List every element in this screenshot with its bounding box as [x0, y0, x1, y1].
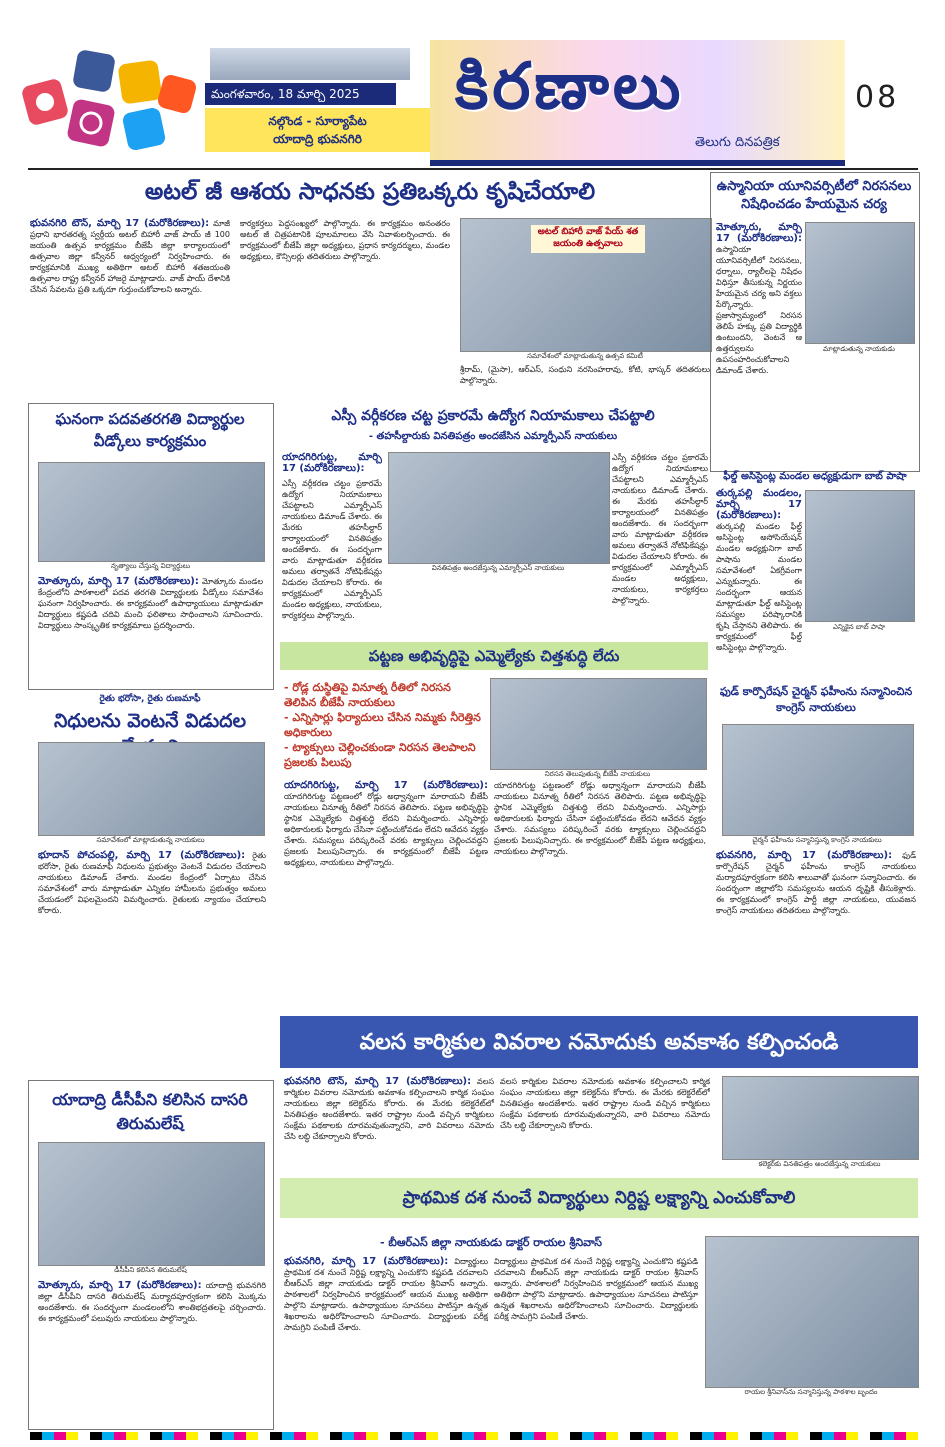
edition-places-line2: యాదాద్రి భువనగిరి — [273, 132, 362, 146]
story9-bullet-1: - రోడ్ల దుస్థితిపై వినూత్న రీతిలో నిరసన తెలిపిన బీజేపీ నాయకులు — [284, 681, 451, 709]
story11-headline: ప్రాథమిక దశ నుంచే విద్యార్థులు నిర్దిష్ట లక్ష్యాన్ని ఎంచుకోవాలి — [280, 1178, 918, 1218]
story1-photo-banner: అటల్ బిహారీ వాజ్ పేయ్ శత జయంతి ఉత్సవాలు — [531, 225, 645, 253]
story4-headline: ఫుడ్ కార్పొరేషన్ చైర్మన్ ఫహీంను సన్మానించిన కాంగ్రెస్ నాయకులు — [719, 685, 913, 714]
story11-col2: విద్యార్థులు ప్రాథమిక దశ నుంచే నిర్దిష్ట లక్ష్యాన్ని ఎంచుకొని కష్టపడి చదవాలని బీఆర్ఎస్ జిల్లా నాయకుడు డాక్టర్ రాయల శ్రీనివాస్ అన్నారు. పాఠశాలలో నిర్వహించిన కార్యక్రమంలో ఆయన ముఖ్య అతిథిగా పాల్గొని మాట్లాడారు. ఉపాధ్యాయుల సూచనలు పాటిస్తూ ఉన్నత శిఖరాలను అధిరోహించాలని సూచించారు. విద్యార్థులకు పరీక్ష సామగ్రిని పంపిణీ చేశారు. — [494, 1257, 698, 1321]
story2-dateline: మోత్కూరు, మార్చి 17 (మరోకిరణాలు): — [716, 222, 802, 244]
story7-dateline: మోత్కూరు, మార్చి 17 (మరోకిరణాలు): — [38, 1280, 202, 1291]
story4-caption: చైర్మన్ ఫహీంను సన్మానిస్తున్న కాంగ్రెస్ నాయకులు — [752, 836, 882, 844]
masthead-rule — [28, 168, 918, 170]
story7-caption: డీసీపీని కలిసిన తిరుమలేష్ — [114, 1266, 187, 1274]
story1-photo — [460, 218, 712, 352]
registration-strip — [30, 1432, 920, 1440]
story3-headline: ఫీల్డ్ అసిస్టెంట్ల మండల అధ్యక్షుడుగా బాబ్ పాషా — [723, 471, 907, 482]
story4-body: ఫుడ్ కార్పొరేషన్ చైర్మన్ ఫహీంను కాంగ్రెస్ నాయకులు మర్యాదపూర్వకంగా కలిసి శాలువాతో ఘనంగా సన్మానించారు. ఈ సందర్భంగా జిల్లాలోని సమస్యలను ఆయన దృష్టికి తీసుకెళ్లారు. ఈ కార్యక్రమంలో కాంగ్రెస్ పార్టీ జిల్లా నాయకులు, యువజన కాంగ్రెస్ నాయకులు తదితరులు పాల్గొన్నారు. — [716, 851, 916, 915]
story1-caption2: శ్రీరామ్, (మైసా), ఆర్ఎస్, సంధుని నరసింహరావు, కోటి, భాస్కర్ తదితరులు పాల్గొన్నారు. — [460, 365, 710, 385]
story5-caption: నృత్యాలు చేస్తున్న విద్యార్థులు — [110, 562, 191, 570]
story11-caption: రాయల శ్రీనివాస్‌ను సన్మానిస్తున్న పాఠశాల బృందం — [744, 1388, 878, 1396]
story6-caption: సమావేశంలో మాట్లాడుతున్న నాయకులు — [96, 836, 205, 844]
story3-body: తుర్కపల్లి మండల ఫీల్డ్ అసిస్టెంట్ల అసోసియేషన్ మండల అధ్యక్షునిగా బాబ్ పాషాను మండల సమావేశంలో ఏకగ్రీవంగా ఎన్నుకున్నారు. ఈ సందర్భంగా ఆయన మాట్లాడుతూ ఫీల్డ్ అసిస్టెంట్ల సమస్యల పరిష్కారానికి కృషి చేస్తానని తెలిపారు. ఈ కార్యక్రమంలో ఫీల్డ్ అసిస్టెంట్లు పాల్గొన్నారు. — [716, 522, 802, 652]
story8-dateline: యాదగిరిగుట్ట, మార్చి 17 (మరోకిరణాలు): — [282, 452, 382, 474]
story8-caption: వినతిపత్రం అందజేస్తున్న ఎమ్మార్పీఎస్ నాయకులు — [431, 564, 565, 572]
story11-subhead: - బీఆర్ఎస్ జిల్లా నాయకుడు డాక్టర్ రాయల శ్రీనివాస్ — [380, 1236, 602, 1249]
story9-col1 — [284, 780, 488, 1008]
story2-body: ఉస్మానియా యూనివర్సిటీలో నిరసనలు, ధర్నాలు, ర్యాలీలపై నిషేధం విధిస్తూ తీసుకున్న నిర్ణయం హేయమైన చర్య అని వక్తలు పేర్కొన్నారు. ప్రజాస్వామ్యంలో నిరసన తెలిపే హక్కు ప్రతి విద్యార్థికి ఉంటుందని, వెంటనే ఆ ఉత్తర్వులను ఉపసంహరించుకోవాలని డిమాండ్ చేశారు. — [716, 245, 802, 375]
story1-dateline: భువనగిరి టౌన్, మార్చి 17 (మరోకిరణాలు): — [30, 218, 210, 229]
story10-col1 — [284, 1076, 494, 1168]
story7-headline: యాదాద్రి డీసీపీని కలిసిన దాసరి తిరుమలేష్ — [52, 1090, 248, 1133]
social-icons-graphic — [15, 42, 200, 162]
story6-dateline: భూదాన్ పోచంపల్లి, మార్చి 17 (మరోకిరణాలు): — [38, 850, 246, 861]
skyline-image — [210, 48, 410, 80]
story10-photo — [722, 1076, 919, 1160]
story6-col — [38, 850, 266, 1070]
story11-body: విద్యార్థులు ప్రాథమిక దశ నుంచే నిర్దిష్ట లక్ష్యాన్ని ఎంచుకొని కష్టపడి చదవాలని బీఆర్ఎస్ జిల్లా నాయకుడు డాక్టర్ రాయల శ్రీనివాస్ అన్నారు. పాఠశాలలో నిర్వహించిన కార్యక్రమంలో ఆయన ముఖ్య అతిథిగా పాల్గొని మాట్లాడారు. ఉపాధ్యాయుల సూచనలు పాటిస్తూ ఉన్నత శిఖరాలను అధిరోహించాలని సూచించారు. విద్యార్థులకు పరీక్ష సామగ్రిని పంపిణీ చేశారు. — [284, 1257, 488, 1332]
story7-col — [38, 1280, 266, 1422]
story10-headline: వలస కార్మికుల వివరాల నమోదుకు అవకాశం కల్పించండి — [280, 1016, 918, 1068]
masthead-logo: కిరణాలు — [455, 49, 685, 124]
story10-body: వలస కార్మికుల వివరాల నమోదుకు అవకాశం కల్పించాలని కార్మిక సంఘం నాయకులు జిల్లా కలెక్టర్‌ను కోరారు. ఈ మేరకు కలెక్టరేట్‌లో వినతిపత్రం అందజేశారు. ఇతర రాష్ట్రాల నుండి వచ్చిన కార్మికులు సంక్షేమ పథకాలకు దూరమవుతున్నారని, వారి వివరాలు నమోదు చేసి లబ్ధి చేకూర్చాలని కోరారు. — [284, 1077, 494, 1141]
page-number: 08 — [855, 80, 900, 115]
story6-kicker: రైతు భరోసా, రైతు రుణమాఫీ — [99, 694, 201, 704]
story10-col2: వలస కార్మికుల వివరాల నమోదుకు అవకాశం కల్పించాలని కార్మిక సంఘం నాయకులు జిల్లా కలెక్టర్‌ను కోరారు. ఈ మేరకు కలెక్టరేట్‌లో వినతిపత్రం అందజేశారు. ఇతర రాష్ట్రాల నుండి వచ్చిన కార్మికులు సంక్షేమ పథకాలకు దూరమవుతున్నారని, వారి వివరాలు నమోదు చేసి లబ్ధి చేకూర్చాలని కోరారు. — [500, 1077, 710, 1130]
story9-dateline: యాదగిరిగుట్ట, మార్చి 17 (మరోకిరణాలు): — [284, 780, 488, 791]
story4-dateline: భువనగిరి, మార్చి 17 (మరోకిరణాలు): — [716, 850, 893, 861]
story5-body: మోత్కూరు మండల కేంద్రంలోని పాఠశాలలో పదవ తరగతి విద్యార్థులకు వీడ్కోలు సమావేశం ఘనంగా నిర్వహించారు. ఈ కార్యక్రమంలో ఉపాధ్యాయులు మాట్లాడుతూ విద్యార్థులు కష్టపడి చదివి మంచి ఫలితాలు సాధించాలని సూచించారు. విద్యార్థులు సాంస్కృతిక కార్యక్రమాలు ప్రదర్శించారు. — [38, 577, 263, 630]
story8-headline: ఎస్సీ వర్గీకరణ చట్ట ప్రకారమే ఉద్యోగ నియామకాలు చేపట్టాలి — [331, 408, 655, 424]
story8-subhead: - తహసీల్దారుకు వినతిపత్రం అందజేసిన ఎమ్మార్పీఎస్ నాయకులు — [368, 431, 618, 442]
story7-photo — [38, 1142, 265, 1266]
story9-caption: నిరసన తెలుపుతున్న బీజేపీ నాయకులు — [544, 770, 651, 778]
story9-bullet-3: - ట్యాక్సులు చెల్లించకుండా నిరసన తెలపాలని ప్రజలకు పిలుపు — [284, 741, 476, 769]
story8-photo — [388, 452, 610, 564]
story11-photo — [705, 1236, 919, 1388]
story1-caption: సమావేశంలో మాట్లాడుతున్న ఉత్సవ కమిటీ — [527, 352, 643, 360]
story4-photo — [722, 724, 914, 836]
story5-col — [38, 576, 263, 684]
story9-headline: పట్టణ అభివృద్ధిపై ఎమ్మెల్యేకు చిత్తశుద్ధి లేదు — [280, 642, 708, 670]
story3-photo — [805, 490, 915, 622]
story2-headline: ఉస్మానియా యూనివర్సిటీలో నిరసనలు నిషేధించడం హేయమైన చర్య — [716, 179, 912, 212]
story11-col1 — [284, 1256, 488, 1416]
story6-body: రైతు భరోసా, రైతు రుణమాఫీ నిధులను ప్రభుత్వం వెంటనే విడుదల చేయాలని నాయకులు డిమాండ్ చేశారు. మండల కేంద్రంలో ఏర్పాటు చేసిన సమావేశంలో వారు మాట్లాడుతూ ఎన్నికల హామీలను ప్రభుత్వం అమలు చేయడంలో విఫలమైందని విమర్శించారు. రైతులకు న్యాయం చేయాలని కోరారు. — [38, 851, 266, 915]
edition-places — [205, 108, 430, 152]
story1-headline: అటల్ జీ ఆశయ సాధనకు ప్రతిఒక్కరు కృషిచేయాలి — [144, 178, 596, 205]
story1-col1 — [30, 218, 230, 393]
story10-caption: కలెక్టర్‌కు వినతిపత్రం అందజేస్తున్న నాయకులు — [758, 1160, 881, 1168]
story6-headline: నిధులను వెంటనే విడుదల — [53, 710, 247, 732]
story6-photo — [38, 742, 265, 836]
story1-col2: కార్యకర్తలు పెద్దసంఖ్యలో పాల్గొన్నారు. ఈ కార్యక్రమం అనంతరం అటల్ జీ చిత్రపటానికి పూలమాలలు వేసి నివాళులర్పించారు. ఈ కార్యక్రమంలో బీజేపీ జిల్లా అధ్యక్షులు, ప్రధాన కార్యదర్శులు, మండల అధ్యక్షులు, కౌన్సిలర్లు తదితరులు పాల్గొన్నారు. — [240, 219, 450, 261]
story8-body: ఎస్సీ వర్గీకరణ చట్టం ప్రకారమే ఉద్యోగ నియామకాలు చేపట్టాలని ఎమ్మార్పీఎస్ నాయకులు డిమాండ్ చేశారు. ఈ మేరకు తహసీల్దార్ కార్యాలయంలో వినతిపత్రం అందజేశారు. ఈ సందర్భంగా వారు మాట్లాడుతూ వర్గీకరణ అమలు తర్వాతనే నోటిఫికేషన్లు విడుదల చేయాలని కోరారు. ఈ కార్యక్రమంలో ఎమ్మార్పీఎస్ మండల అధ్యక్షులు, నాయకులు, కార్యకర్తలు పాల్గొన్నారు. — [282, 479, 382, 620]
story2-col — [716, 222, 802, 462]
story5-photo — [38, 462, 265, 562]
story5-headline: ఘనంగా పదవతరగతి విద్యార్థుల వీడ్కోలు కార్యక్రమం — [55, 410, 245, 450]
story1-body: మాజీ ప్రధాని భారతరత్న స్వర్గీయ అటల్ బిహారీ వాజ్ పాయ్ జీ 100 జయంతి ఉత్సవ కార్యక్రమం బీజేపీ జిల్లా కార్యాలయంలో ఉత్సవాల జిల్లా కన్వీనర్ ఆధ్వర్యంలో నిర్వహించారు. ఈ కార్యక్రమానికి ముఖ్య అతిథిగా అటల్ బిహారీ శతజయంతి ఉత్సవాల రాష్ట్ర కన్వీనర్ హాజరై మాట్లాడారు. వాజ్ పాయ్ దేశానికి చేసిన సేవలను ప్రతి ఒక్కరూ గుర్తుంచుకోవాలని అన్నారు. — [30, 219, 230, 294]
story3-dateline: తుర్కపల్లి మండలం, మార్చి 17 (మరోకిరణాలు): — [716, 488, 802, 521]
story9-col2: యాదగిరిగుట్ట పట్టణంలో రోడ్లు అధ్వాన్నంగా మారాయని బీజేపీ నాయకులు వినూత్న రీతిలో నిరసన తెలిపారు. పట్టణ అభివృద్ధిపై స్థానిక ఎమ్మెల్యేకు చిత్తశుద్ధి లేదని విమర్శించారు. ఎన్నిసార్లు అధికారులకు ఫిర్యాదు చేసినా పట్టించుకోవడం లేదని ఆవేదన వ్యక్తం చేశారు. సమస్యలు పరిష్కరించే వరకు ట్యాక్సులు చెల్లించవద్దని ప్రజలకు పిలుపునిచ్చారు. ఈ కార్యక్రమంలో బీజేపీ పట్టణ అధ్యక్షులు, నాయకులు పాల్గొన్నారు. — [494, 781, 706, 856]
story3-col — [716, 488, 802, 678]
edition-places-line1: నల్గొండ - సూర్యాపేట — [268, 114, 367, 128]
story11-dateline: భువనగిరి, మార్చి 17 (మరోకిరణాలు): — [284, 1256, 449, 1267]
story3-caption: ఎన్నికైన బాబ్ పాషా — [832, 623, 886, 631]
story10-dateline: భువనగిరి టౌన్, మార్చి 17 (మరోకిరణాలు): — [284, 1076, 472, 1087]
story5-dateline: మోత్కూరు, మార్చి 17 (మరోకిరణాలు): — [38, 576, 199, 587]
story9-photo — [490, 678, 707, 770]
issue-date: మంగళవారం, 18 మార్చి 2025 — [205, 83, 396, 105]
story7-body: యాదాద్రి భువనగిరి జిల్లా డీసీపీని దాసరి తిరుమలేష్ మర్యాదపూర్వకంగా కలిసి మొక్కను అందజేశారు. ఈ సందర్భంగా మండలంలోని శాంతిభద్రతలపై చర్చించారు. ఈ కార్యక్రమంలో పలువురు నాయకులు పాల్గొన్నారు. — [38, 1281, 266, 1323]
story9-bullet-2: - ఎన్నిసార్లు ఫిర్యాదులు చేసిన నిమ్మకు నీరెత్తిన అధికారులు — [284, 711, 481, 739]
masthead-tagline: తెలుగు దినపత్రిక — [695, 135, 780, 150]
story8-body-cont: ఎస్సీ వర్గీకరణ చట్టం ప్రకారమే ఉద్యోగ నియామకాలు చేపట్టాలని ఎమ్మార్పీఎస్ నాయకులు డిమాండ్ చేశారు. ఈ మేరకు తహసీల్దార్ కార్యాలయంలో వినతిపత్రం అందజేశారు. ఈ సందర్భంగా వారు మాట్లాడుతూ వర్గీకరణ అమలు తర్వాతనే నోటిఫికేషన్లు విడుదల చేయాలని కోరారు. ఈ కార్యక్రమంలో ఎమ్మార్పీఎస్ మండల అధ్యక్షులు, నాయకులు, కార్యకర్తలు పాల్గొన్నారు. — [612, 453, 708, 605]
story2-photo — [805, 222, 915, 344]
story9-bullets — [284, 680, 484, 770]
story4-col — [716, 850, 916, 1008]
story9-body: యాదగిరిగుట్ట పట్టణంలో రోడ్లు అధ్వాన్నంగా మారాయని బీజేపీ నాయకులు వినూత్న రీతిలో నిరసన తెలిపారు. పట్టణ అభివృద్ధిపై స్థానిక ఎమ్మెల్యేకు చిత్తశుద్ధి లేదని విమర్శించారు. ఎన్నిసార్లు అధికారులకు ఫిర్యాదు చేసినా పట్టించుకోవడం లేదని ఆవేదన వ్యక్తం చేశారు. సమస్యలు పరిష్కరించే వరకు ట్యాక్సులు చెల్లించవద్దని ప్రజలకు పిలుపునిచ్చారు. ఈ కార్యక్రమంలో బీజేపీ పట్టణ అధ్యక్షులు, నాయకులు పాల్గొన్నారు. — [284, 792, 488, 867]
story2-caption: మాట్లాడుతున్న నాయకుడు — [823, 345, 895, 353]
